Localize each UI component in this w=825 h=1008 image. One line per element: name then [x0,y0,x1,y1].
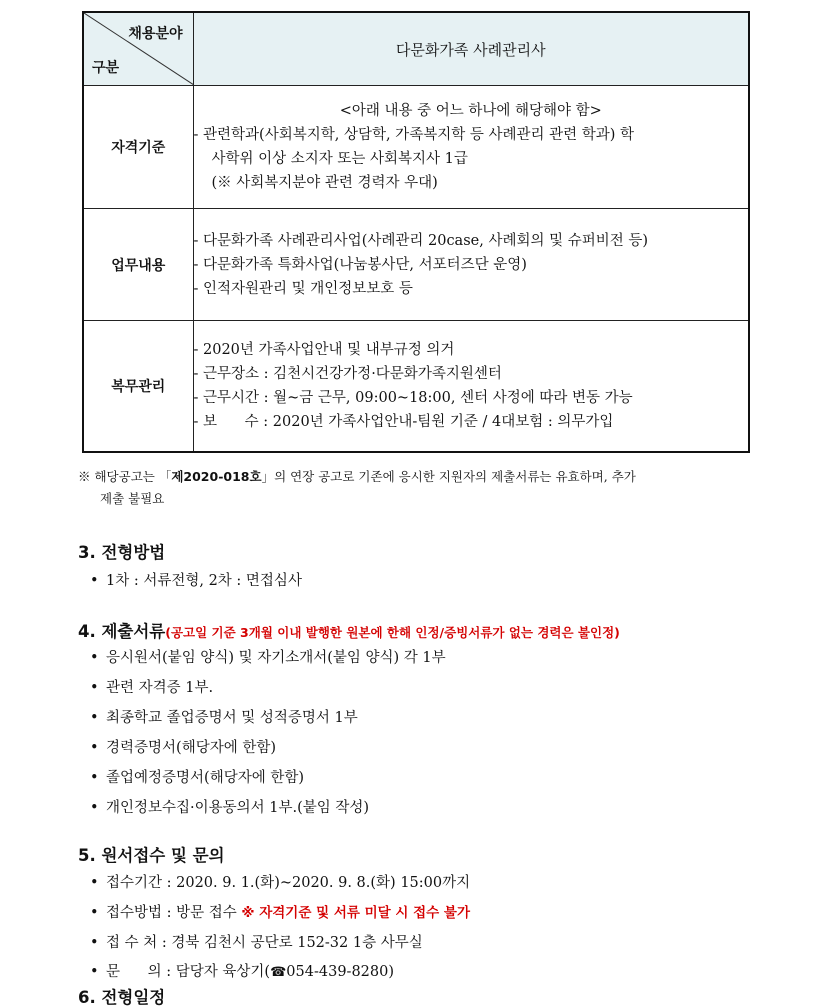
service-line: - 2020년 가족사업안내 및 내부규정 의거 [193,342,455,358]
work-line: - 다문화가족 사례관리사업(사례관리 20case, 사례회의 및 슈퍼비전 등) [193,232,648,249]
table-header-row [83,12,749,86]
corner-bottom-label: 구분 [92,60,120,76]
row-label-work: 업무내용 [83,209,193,321]
list-item: • 경력증명서(해당자에 한함) [90,740,276,756]
section-title-schedule: 6. 전형일정 [78,988,166,1007]
qualification-line: - 관련학과(사회복지학, 상담학, 가족복지학 등 사례관리 관련 학과) 학 [193,127,634,143]
service-line: - 보 수 : 2020년 가족사업안내-팀원 기준 / 4대보험 : 의무가입 [193,414,614,430]
work-content [193,209,749,321]
phone-icon: ☎ [270,965,287,980]
qualification-line: <아래 내용 중 어느 하나에 해당해야 함> [339,103,602,119]
table-row [83,86,749,209]
position-title: 다문화가족 사례관리사 [193,12,749,86]
method-warning: ※ 자격기준 및 서류 미달 시 접수 불가 [241,905,470,921]
service-line: - 근무시간 : 월~금 근무, 09:00~18:00, 센터 사정에 따라 변동 가능 [193,390,633,406]
work-line: - 다문화가족 특화사업(나눔봉사단, 서포터즈단 운영) [193,256,527,273]
service-content [193,321,749,453]
documents-note: (공고일 기준 3개월 이내 발행한 원본에 한해 인정/증빙서류가 없는 경력은 불인정) [165,625,620,640]
list-item: • 관련 자격증 1부. [90,680,214,696]
corner-cell [83,12,193,86]
qualification-line: (※ 사회복지분야 관련 경력자 우대) [211,175,438,191]
recruitment-table [82,11,750,453]
section-title-documents: 4. 제출서류(공고일 기준 3개월 이내 발행한 원본에 한해 인정/증빙서류가 없는 경력은 불인정) [78,622,620,641]
list-item: • 1차 : 서류전형, 2차 : 면접심사 [90,573,302,589]
list-item: • 문 의 : 담당자 육상기(☎054-439-8280) [90,964,395,980]
list-item: • 최종학교 졸업증명서 및 성적증명서 1부 [90,710,358,726]
list-item: • 접수방법 : 방문 접수 ※ 자격기준 및 서류 미달 시 접수 불가 [90,905,470,921]
list-item: • 개인정보수집·이용동의서 1부.(붙임 작성) [90,800,370,816]
notice-note [78,466,748,510]
service-line: - 근무장소 : 김천시건강가정·다문화가족지원센터 [193,366,502,382]
list-item: • 접수기간 : 2020. 9. 1.(화)~2020. 9. 8.(화) 15:00까지 [90,875,471,891]
row-label-service: 복무관리 [83,321,193,453]
note-line2: 제출 불필요 [100,491,165,506]
list-item: • 졸업예정증명서(해당자에 한함) [90,770,305,786]
work-line: - 인적자원관리 및 개인정보보호 등 [193,280,413,297]
note-prefix: ※ 해당공고는 「 [78,469,172,484]
section-title-application: 5. 원서접수 및 문의 [78,846,225,865]
note-suffix: 」의 연장 공고로 기존에 응시한 지원자의 제출서류는 유효하며, 추가 [261,469,636,484]
list-item: • 접 수 처 : 경북 김천시 공단로 152-32 1층 사무실 [90,935,423,951]
table-row [83,321,749,453]
qualification-content [193,86,749,209]
corner-top-label: 채용분야 [128,26,183,42]
row-label-qualification: 자격기준 [83,86,193,209]
section-title-screening: 3. 전형방법 [78,543,166,562]
table-row [83,209,749,321]
list-item: • 응시원서(붙임 양식) 및 자기소개서(붙임 양식) 각 1부 [90,650,446,666]
qualification-line: 사학위 이상 소지자 또는 사회복지사 1급 [211,151,468,167]
note-notice-number: 제2020-018호 [171,469,262,484]
